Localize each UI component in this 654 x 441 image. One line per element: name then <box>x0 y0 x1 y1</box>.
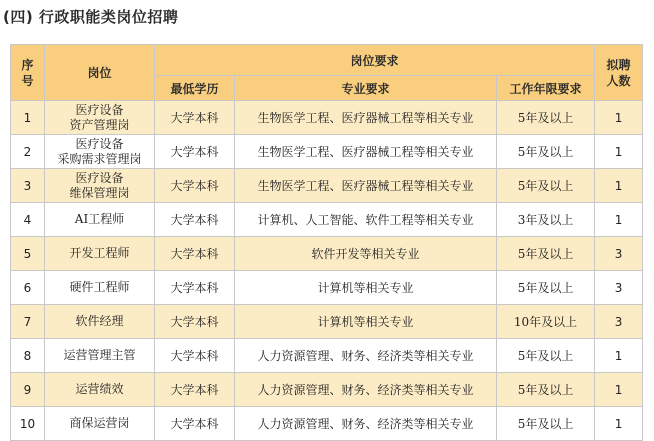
cell-no: 9 <box>11 373 45 407</box>
cell-education: 大学本科 <box>155 237 235 271</box>
cell-no: 8 <box>11 339 45 373</box>
cell-major: 生物医学工程、医疗器械工程等相关专业 <box>235 135 497 169</box>
header-education: 最低学历 <box>155 76 235 101</box>
cell-no: 7 <box>11 305 45 339</box>
cell-education: 大学本科 <box>155 135 235 169</box>
cell-major: 计算机等相关专业 <box>235 271 497 305</box>
cell-major: 人力资源管理、财务、经济类等相关专业 <box>235 407 497 441</box>
cell-major: 计算机、人工智能、软件工程等相关专业 <box>235 203 497 237</box>
table-row <box>11 135 643 169</box>
header-major: 专业要求 <box>235 76 497 101</box>
cell-experience: 5年及以上 <box>497 339 595 373</box>
table-row <box>11 203 643 237</box>
cell-count: 1 <box>595 169 643 203</box>
cell-position: 商保运营岗 <box>45 407 155 441</box>
table-row <box>11 237 643 271</box>
cell-no: 3 <box>11 169 45 203</box>
recruitment-table <box>10 44 643 441</box>
cell-position: AI工程师 <box>45 203 155 237</box>
cell-no: 2 <box>11 135 45 169</box>
cell-experience: 5年及以上 <box>497 169 595 203</box>
cell-no: 6 <box>11 271 45 305</box>
cell-count: 1 <box>595 135 643 169</box>
cell-experience: 3年及以上 <box>497 203 595 237</box>
cell-position: 运营管理主管 <box>45 339 155 373</box>
cell-major: 软件开发等相关专业 <box>235 237 497 271</box>
table-row <box>11 271 643 305</box>
cell-major: 计算机等相关专业 <box>235 305 497 339</box>
cell-education: 大学本科 <box>155 373 235 407</box>
cell-position: 软件经理 <box>45 305 155 339</box>
cell-position: 开发工程师 <box>45 237 155 271</box>
cell-education: 大学本科 <box>155 271 235 305</box>
table-body <box>11 101 643 441</box>
header-no: 序 号 <box>11 45 45 101</box>
cell-count: 1 <box>595 101 643 135</box>
cell-count: 1 <box>595 339 643 373</box>
cell-no: 4 <box>11 203 45 237</box>
cell-experience: 5年及以上 <box>497 271 595 305</box>
cell-experience: 5年及以上 <box>497 101 595 135</box>
cell-education: 大学本科 <box>155 339 235 373</box>
cell-count: 1 <box>595 203 643 237</box>
cell-count: 3 <box>595 271 643 305</box>
header-requirements: 岗位要求 <box>155 45 595 76</box>
cell-no: 10 <box>11 407 45 441</box>
table-row <box>11 169 643 203</box>
cell-count: 1 <box>595 373 643 407</box>
header-count: 拟聘 人数 <box>595 45 643 101</box>
cell-education: 大学本科 <box>155 169 235 203</box>
cell-position: 医疗设备 维保管理岗 <box>45 169 155 203</box>
header-position: 岗位 <box>45 45 155 101</box>
cell-no: 5 <box>11 237 45 271</box>
cell-count: 1 <box>595 407 643 441</box>
cell-major: 人力资源管理、财务、经济类等相关专业 <box>235 339 497 373</box>
cell-experience: 5年及以上 <box>497 407 595 441</box>
cell-experience: 5年及以上 <box>497 373 595 407</box>
cell-no: 1 <box>11 101 45 135</box>
table-row <box>11 101 643 135</box>
cell-count: 3 <box>595 237 643 271</box>
cell-education: 大学本科 <box>155 203 235 237</box>
cell-education: 大学本科 <box>155 305 235 339</box>
section-heading: (四) 行政职能类岗位招聘 <box>3 8 179 26</box>
cell-position: 硬件工程师 <box>45 271 155 305</box>
cell-count: 3 <box>595 305 643 339</box>
cell-experience: 5年及以上 <box>497 135 595 169</box>
cell-position: 运营绩效 <box>45 373 155 407</box>
table-row <box>11 339 643 373</box>
cell-experience: 5年及以上 <box>497 237 595 271</box>
cell-position: 医疗设备 资产管理岗 <box>45 101 155 135</box>
cell-experience: 10年及以上 <box>497 305 595 339</box>
recruitment-table-container <box>10 44 642 441</box>
table-header <box>11 45 643 101</box>
cell-major: 生物医学工程、医疗器械工程等相关专业 <box>235 169 497 203</box>
table-row <box>11 305 643 339</box>
cell-major: 人力资源管理、财务、经济类等相关专业 <box>235 373 497 407</box>
cell-education: 大学本科 <box>155 101 235 135</box>
cell-position: 医疗设备 采购需求管理岗 <box>45 135 155 169</box>
header-experience: 工作年限要求 <box>497 76 595 101</box>
table-row <box>11 373 643 407</box>
cell-major: 生物医学工程、医疗器械工程等相关专业 <box>235 101 497 135</box>
table-row <box>11 407 643 441</box>
cell-education: 大学本科 <box>155 407 235 441</box>
